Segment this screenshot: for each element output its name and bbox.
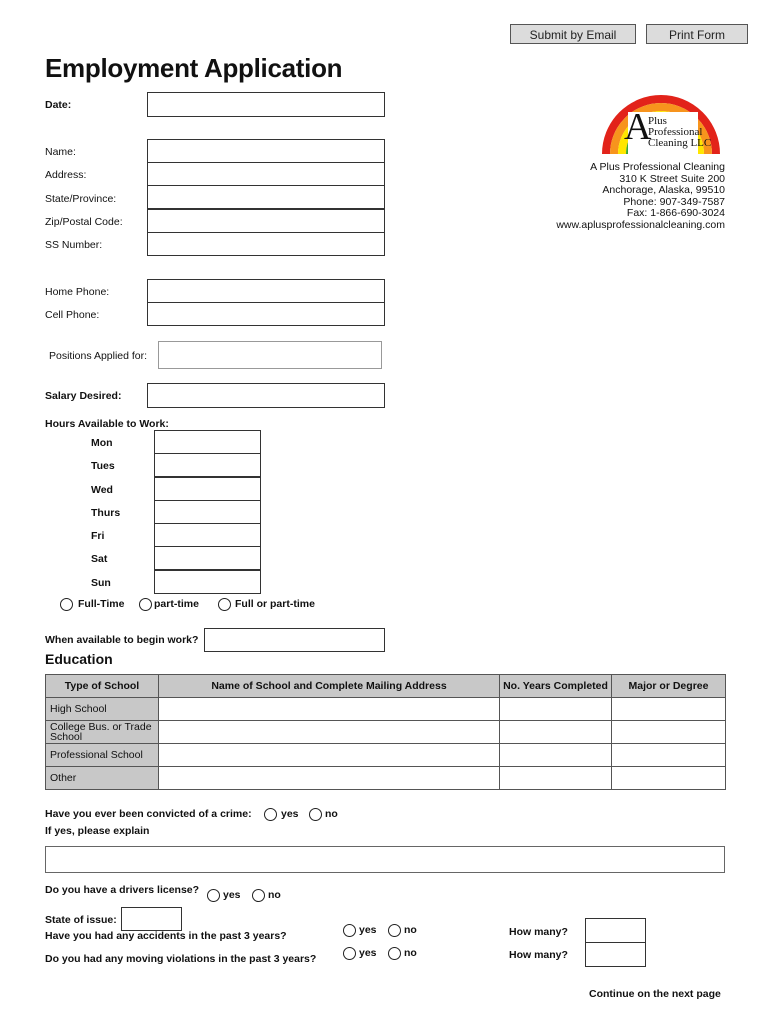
major-cell[interactable] [612, 721, 726, 744]
date-label: Date: [45, 99, 72, 111]
column-header: Name of School and Complete Mailing Address [159, 675, 500, 698]
column-header: No. Years Completed [500, 675, 612, 698]
table-row [46, 721, 726, 744]
address-label: Address: [45, 169, 87, 181]
crime-no-radio[interactable] [309, 808, 322, 821]
home-phone-label: Home Phone: [45, 286, 110, 298]
license-yes-radio[interactable] [207, 889, 220, 902]
major-cell[interactable] [612, 767, 726, 790]
day-label: Sun [91, 577, 111, 589]
table-row [46, 698, 726, 721]
violations-how-many-label: How many? [509, 949, 568, 961]
part-time-label: part-time [154, 598, 199, 610]
years-cell[interactable] [500, 698, 612, 721]
school-type-cell: Professional School [46, 744, 159, 767]
hours-tues-field[interactable] [154, 453, 261, 477]
zip-field[interactable] [147, 209, 385, 233]
years-cell[interactable] [500, 721, 612, 744]
full-time-label: Full-Time [78, 598, 125, 610]
ssn-label: SS Number: [45, 239, 103, 251]
cell-phone-label: Cell Phone: [45, 309, 100, 321]
violations-yes-radio[interactable] [343, 947, 356, 960]
day-label: Fri [91, 530, 105, 542]
address-field[interactable] [147, 162, 385, 186]
hours-mon-field[interactable] [154, 430, 261, 454]
submit-by-email-button[interactable]: Submit by Email [510, 24, 636, 44]
education-table [45, 674, 726, 790]
full-or-part-time-label: Full or part-time [235, 598, 315, 610]
hours-sat-field[interactable] [154, 546, 261, 570]
school-name-cell[interactable] [159, 767, 500, 790]
full-or-part-time-radio[interactable] [218, 598, 231, 611]
accidents-no-radio[interactable] [388, 924, 401, 937]
state-of-issue-label: State of issue: [45, 914, 117, 926]
day-label: Thurs [91, 507, 121, 519]
violations-no-label: no [404, 947, 417, 959]
hours-thurs-field[interactable] [154, 500, 261, 524]
salary-field[interactable] [147, 383, 385, 408]
license-yes-label: yes [223, 889, 241, 901]
day-label: Mon [91, 437, 113, 449]
name-field[interactable] [147, 139, 385, 163]
hours-sun-field[interactable] [154, 570, 261, 594]
years-cell[interactable] [500, 744, 612, 767]
state-of-issue-field[interactable] [121, 907, 182, 931]
accidents-no-label: no [404, 924, 417, 936]
day-label: Tues [91, 460, 115, 472]
license-no-radio[interactable] [252, 889, 265, 902]
accidents-yes-radio[interactable] [343, 924, 356, 937]
day-label: Wed [91, 484, 113, 496]
part-time-radio[interactable] [139, 598, 152, 611]
zip-label: Zip/Postal Code: [45, 216, 123, 228]
crime-no-label: no [325, 808, 338, 820]
school-name-cell[interactable] [159, 721, 500, 744]
accidents-count-field[interactable] [585, 918, 646, 943]
accidents-yes-label: yes [359, 924, 377, 936]
page-title: Employment Application [45, 53, 343, 83]
column-header: Major or Degree [612, 675, 726, 698]
full-time-radio[interactable] [60, 598, 73, 611]
license-question: Do you have a drivers license? [45, 884, 200, 896]
hours-fri-field[interactable] [154, 523, 261, 547]
hours-wed-field[interactable] [154, 477, 261, 501]
years-cell[interactable] [500, 767, 612, 790]
school-type-cell: College Bus. or Trade School [46, 721, 159, 744]
table-row [46, 767, 726, 790]
column-header: Type of School [46, 675, 159, 698]
home-phone-field[interactable] [147, 279, 385, 303]
available-label: When available to begin work? [45, 634, 199, 646]
violations-count-field[interactable] [585, 942, 646, 967]
school-type-cell: Other [46, 767, 159, 790]
logo-letter: A [624, 106, 652, 148]
continue-note: Continue on the next page [589, 988, 721, 1000]
crime-explain-field[interactable] [45, 846, 725, 873]
violations-question: Do you had any moving violations in the past 3 years? [45, 953, 317, 965]
violations-yes-label: yes [359, 947, 377, 959]
crime-yes-label: yes [281, 808, 299, 820]
company-address: A Plus Professional Cleaning 310 K Street Suite 200 Anchorage, Alaska, 99510 Phone: 907-349-7587 Fax: 1-866-690-3024 www.aplusprofessionalcleaning.com [556, 161, 725, 231]
accidents-question: Have you had any accidents in the past 3 years? [45, 930, 287, 942]
school-name-cell[interactable] [159, 744, 500, 767]
print-form-button[interactable]: Print Form [646, 24, 748, 44]
crime-explain-label: If yes, please explain [45, 825, 150, 837]
table-row [46, 744, 726, 767]
major-cell[interactable] [612, 744, 726, 767]
accidents-how-many-label: How many? [509, 926, 568, 938]
education-heading: Education [45, 651, 113, 667]
company-logo [598, 68, 724, 156]
positions-label: Positions Applied for: [49, 350, 148, 362]
date-field[interactable] [147, 92, 385, 117]
school-name-cell[interactable] [159, 698, 500, 721]
violations-no-radio[interactable] [388, 947, 401, 960]
salary-label: Salary Desired: [45, 390, 122, 402]
school-type-cell: High School [46, 698, 159, 721]
available-date-field[interactable] [204, 628, 385, 652]
crime-yes-radio[interactable] [264, 808, 277, 821]
ssn-field[interactable] [147, 232, 385, 256]
logo-text: Plus Professional Cleaning LLC [648, 115, 712, 149]
name-label: Name: [45, 146, 76, 158]
license-no-label: no [268, 889, 281, 901]
hours-heading: Hours Available to Work: [45, 418, 169, 430]
crime-question: Have you ever been convicted of a crime: [45, 808, 252, 820]
cell-phone-field[interactable] [147, 302, 385, 326]
state-label: State/Province: [45, 193, 117, 205]
day-label: Sat [91, 553, 108, 565]
positions-field[interactable] [158, 341, 382, 369]
state-field[interactable] [147, 185, 385, 209]
table-header-row [46, 675, 726, 698]
major-cell[interactable] [612, 698, 726, 721]
